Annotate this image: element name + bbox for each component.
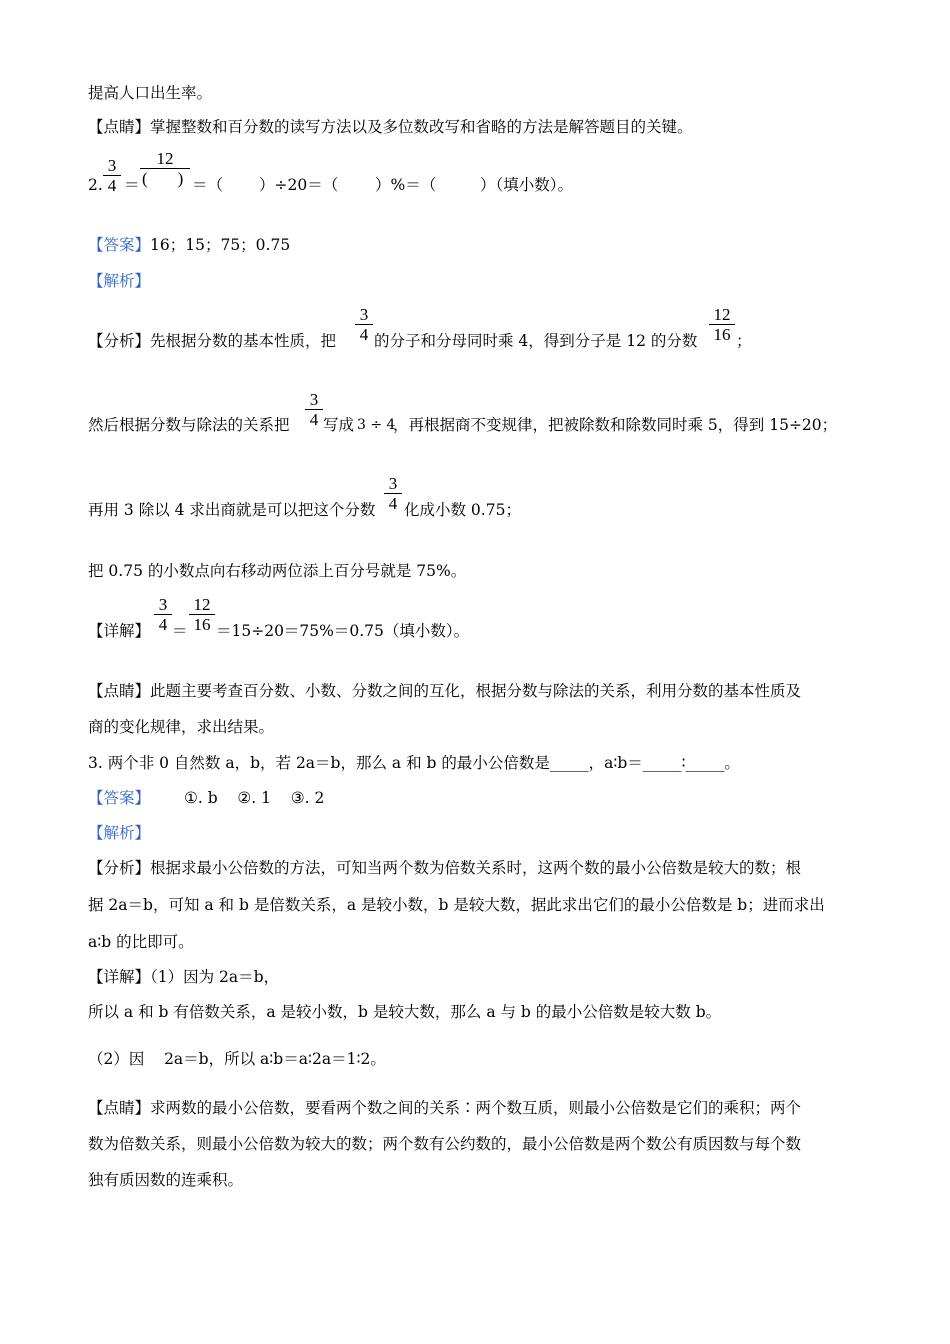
fenxi-paragraph: [88, 857, 801, 879]
answer-tag: 【答案】: [88, 789, 151, 807]
dianjing-tag: 【点睛】: [88, 118, 151, 136]
xiangjie-text: 所以 a 和 b 有倍数关系，a 是较小数，b 是较大数，那么 a 与 b 的最小公倍数是较大数 b。: [88, 1003, 722, 1021]
question-3: 3. 两个非 0 自然数 a，b，若 2a＝b，那么 a 和 b 的最小公倍数是_____，a∶b＝_____∶_____。: [88, 754, 740, 772]
dianjing-text: 数为倍数关系，则最小公倍数为较大的数；两个数有公约数的，最小公倍数是两个数公有质因数与每个数: [88, 1135, 802, 1153]
xiangjie-tag: 【详解】: [88, 968, 151, 986]
dianjing-paragraph: [88, 680, 801, 702]
denominator: 4: [158, 615, 168, 634]
equals-sign: ＝: [172, 622, 188, 640]
numerator: 12: [140, 149, 190, 169]
dianjing-text: 独有质因数的连乘积。: [88, 1171, 244, 1189]
numerator: 3: [384, 474, 402, 494]
denominator: 16: [193, 615, 211, 634]
xiangjie-text: ＝15÷20＝75%＝0.75（填小数）。: [216, 622, 470, 640]
xiangjie-paragraph: [88, 966, 279, 988]
analysis-text: ，再根据商不变规律，把被除数和除数同时乘 5，得到 15÷20；: [393, 416, 838, 434]
denominator: 4: [309, 410, 319, 429]
answer-line: [88, 234, 290, 256]
numerator: 12: [189, 595, 215, 615]
dianjing-text: 掌握整数和百分数的读写方法以及多位数改写和省略的方法是解答题目的关键。: [150, 118, 693, 136]
fraction-3-4: [154, 595, 172, 634]
analysis-text: 写成: [323, 416, 355, 434]
blank-percent: ）%＝（: [375, 176, 437, 194]
numerator: 3: [103, 156, 121, 176]
division-expression: 3 ÷ 4: [357, 417, 396, 433]
analysis-text: 把 0.75 的小数点向右移动两位添上百分号就是 75%。: [88, 562, 467, 580]
blank-decimal: ）（填小数）。: [480, 176, 574, 194]
fraction-3-4: [103, 156, 121, 195]
denominator: 4: [107, 176, 117, 195]
dianjing-text: 商的变化规律，求出结果。: [88, 718, 275, 736]
fenxi-text: 根据求最小公倍数的方法，可知当两个数为倍数关系时，这两个数的最小公倍数是较大的数；根: [150, 859, 802, 877]
fenxi-text: ；: [736, 332, 752, 350]
fenxi-text: 的分子和分母同时乘 4，得到分子是 12 的分数: [374, 332, 698, 350]
dianjing-tag: 【点睛】: [88, 1099, 151, 1117]
xiangjie-text: （2）因 2a＝b，所以 a∶b＝a∶2a＝1∶2。: [88, 1050, 386, 1068]
answer-text: 16；15；75；0.75: [150, 236, 291, 254]
fenxi-text: a∶b 的比即可。: [88, 933, 194, 951]
fraction-12-blank: [140, 149, 190, 188]
analysis-text: 然后根据分数与除法的关系把: [88, 416, 290, 434]
equals-sign: ＝（: [192, 176, 224, 194]
answer-line: [88, 787, 324, 809]
analysis-text: 再用 3 除以 4 求出商就是可以把这个分数: [88, 501, 376, 519]
numerator: 3: [355, 305, 373, 325]
numerator: 12: [709, 305, 735, 325]
fraction-12-16: [709, 305, 735, 344]
answer-tag: 【答案】: [88, 236, 151, 254]
fraction-3-4: [305, 390, 323, 429]
numerator: 3: [305, 390, 323, 410]
dianjing-paragraph: [88, 1097, 801, 1119]
fraction-3-4: [384, 474, 402, 513]
xiangjie-tag: 【详解】: [88, 622, 151, 640]
dianjing-tag: 【点睛】: [88, 682, 151, 700]
denominator: 4: [388, 494, 398, 513]
fraction-12-16: [189, 595, 215, 634]
question-number: 2.: [88, 176, 103, 194]
fenxi-tag: 【分析】: [88, 859, 151, 877]
numerator: 3: [154, 595, 172, 615]
blank-divide-20: ）÷20＝（: [259, 176, 339, 194]
fenxi-text: 据 2a＝b，可知 a 和 b 是倍数关系，a 是较小数，b 是较大数，据此求出它们的最小公倍数是 b；进而求出: [88, 896, 825, 914]
equals-sign: ＝: [124, 176, 140, 194]
fenxi-text: 先根据分数的基本性质，把: [150, 332, 337, 350]
fraction-3-4: [355, 305, 373, 344]
jiexi-tag: 【解析】: [88, 272, 151, 290]
analysis-text: 化成小数 0.75；: [404, 501, 521, 519]
fenxi-tag: 【分析】: [88, 332, 151, 350]
open-paren: (: [142, 169, 148, 188]
dianjing-text: 求两数的最小公倍数，要看两个数之间的关系∶两个数互质，则最小公倍数是它们的乘积；两个: [150, 1099, 802, 1117]
close-paren: ): [177, 169, 184, 188]
dianjing-paragraph: [88, 116, 693, 138]
xiangjie-text: （1）因为 2a＝b，: [150, 968, 280, 986]
text-line: 提高人口出生率。: [88, 84, 213, 102]
denominator: 16: [713, 325, 731, 344]
jiexi-tag: 【解析】: [88, 824, 151, 842]
dianjing-text: 此题主要考查百分数、小数、分数之间的互化，根据分数与除法的关系，利用分数的基本性质及: [150, 682, 802, 700]
answer-text: ①. b ②. 1 ③. 2: [184, 789, 325, 807]
denominator-blank: [140, 169, 190, 188]
denominator: 4: [359, 325, 369, 344]
